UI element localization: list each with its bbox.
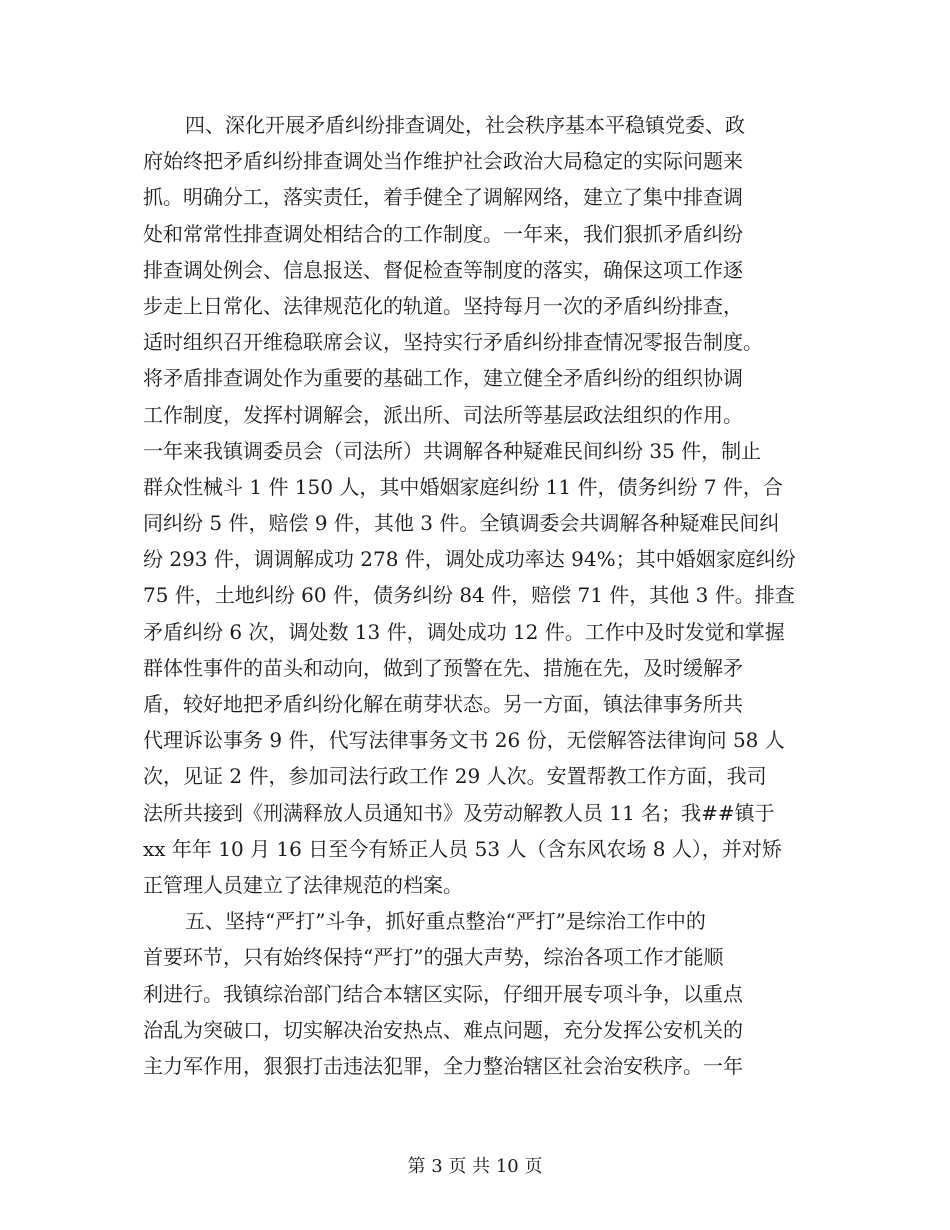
text-line: xx 年年 10 月 16 日至今有矫正人员 53 人（含东风农场 8 人），并对矫 <box>143 836 782 861</box>
text-line: 步走上日常化、法律规范化的轨道。坚持每月一次的矛盾纠纷排查， <box>143 293 743 318</box>
page-number-footer: 第 3 页 共 10 页 <box>407 1156 543 1177</box>
text-line: 首要环节，只有始终保持“严打”的强大声势，综治各项工作才能顺 <box>143 945 724 970</box>
text-line: 排查调处例会、信息报送、督促检查等制度的落实，确保这项工作逐 <box>143 257 743 282</box>
text-line: 矛盾纠纷 6 次，调处数 13 件，调处成功 12 件。工作中及时发觉和掌握 <box>143 619 785 644</box>
text-line: 工作制度，发挥村调解会，派出所、司法所等基层政法组织的作用。 <box>143 402 743 427</box>
body-text <box>143 107 815 1084</box>
text-line: 主力军作用，狠狠打击违法犯罪，全力整治辖区社会治安秩序。一年 <box>143 1053 743 1078</box>
text-line: 法所共接到《刑满释放人员通知书》及劳动解教人员 11 名；我##镇于 <box>143 800 775 825</box>
text-line: 抓。明确分工，落实责任，着手健全了调解网络，建立了集中排查调 <box>143 185 743 210</box>
text-line: 治乱为突破口，切实解决治安热点、难点问题，充分发挥公安机关的 <box>143 1017 743 1042</box>
text-line: 正管理人员建立了法律规范的档案。 <box>143 872 463 897</box>
text-line: 四、深化开展矛盾纠纷排查调处，社会秩序基本平稳镇党委、政 <box>185 113 745 137</box>
text-line: 利进行。我镇综治部门结合本辖区实际，仔细开展专项斗争，以重点 <box>143 981 743 1006</box>
text-line: 纷 293 件，调调解成功 278 件，调处成功率达 94%；其中婚姻家庭纠纷 <box>143 547 796 572</box>
text-line: 代理诉讼事务 9 件，代写法律事务文书 26 份，无偿解答法律询问 58 人 <box>143 728 785 753</box>
text-line: 同纠纷 5 件，赔偿 9 件，其他 3 件。全镇调委会共调解各种疑难民间纠 <box>143 511 780 536</box>
text-line: 五、坚持“严打”斗争，抓好重点整治“严打”是综治工作中的 <box>185 909 706 934</box>
text-line: 处和常常性排查调处相结合的工作制度。一年来，我们狠抓矛盾纠纷 <box>143 221 743 246</box>
text-line: 适时组织召开维稳联席会议，坚持实行矛盾纠纷排查情况零报告制度。 <box>143 330 763 355</box>
text-line: 将矛盾排查调处作为重要的基础工作，建立健全矛盾纠纷的组织协调 <box>143 366 743 391</box>
text-line: 75 件，土地纠纷 60 件，债务纠纷 84 件，赔偿 71 件，其他 3 件。排查 <box>143 583 795 608</box>
text-line: 一年来我镇调委员会（司法所）共调解各种疑难民间纠纷 35 件，制止 <box>143 438 762 463</box>
text-line: 次，见证 2 件，参加司法行政工作 29 人次。安置帮教工作方面，我司 <box>143 764 767 789</box>
text-line: 盾，较好地把矛盾纠纷化解在萌芽状态。另一方面，镇法律事务所共 <box>143 692 743 716</box>
text-line: 府始终把矛盾纠纷排查调处当作维护社会政治大局稳定的实际问题来 <box>143 149 743 174</box>
text-line: 群体性事件的苗头和动向，做到了预警在先、措施在先，及时缓解矛 <box>143 655 743 680</box>
text-line: 群众性械斗 1 件 150 人，其中婚姻家庭纠纷 11 件，债务纠纷 7 件，合 <box>143 474 783 499</box>
